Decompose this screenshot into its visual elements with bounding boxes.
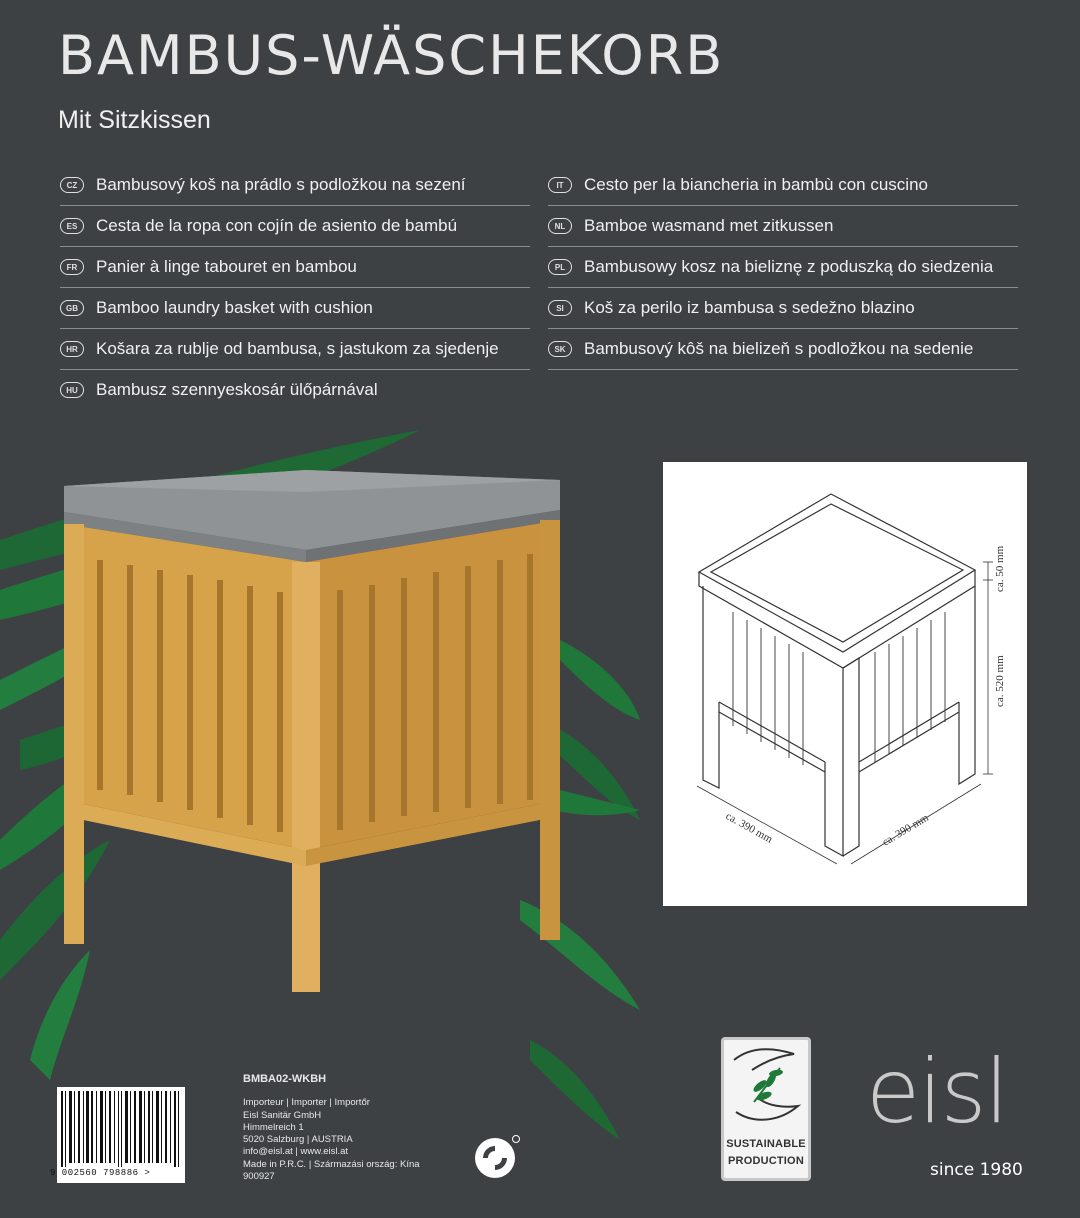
dim-width-left: ca. 390 mm <box>723 810 775 846</box>
lang-row-cz <box>60 165 530 206</box>
dim-cushion-height: ca. 50 mm <box>994 545 1006 592</box>
lang-badge: CZ <box>60 177 84 193</box>
lang-row-pl <box>548 247 1018 288</box>
lang-row-fr <box>60 247 530 288</box>
importer-info <box>243 1073 420 1183</box>
importer-line: Made in P.R.C. | Származási ország: Kína <box>243 1158 420 1170</box>
sustainable-line: PRODUCTION <box>728 1155 804 1167</box>
lang-badge: HR <box>60 341 84 357</box>
importer-line: Importeur | Importer | Importőr <box>243 1097 370 1109</box>
sustainable-line: SUSTAINABLE <box>726 1138 806 1150</box>
lang-text: Panier à linge tabouret en bambou <box>96 257 357 276</box>
sustainable-label <box>724 1136 808 1170</box>
sustainable-badge <box>721 1037 811 1181</box>
lang-text: Bamboe wasmand met zitkussen <box>584 216 834 235</box>
lang-row-hr <box>60 329 530 370</box>
barcode-bars <box>57 1087 185 1167</box>
dim-body-height: ca. 520 mm <box>994 655 1006 707</box>
lang-text: Cesta de la ropa con cojín de asiento de bambú <box>96 216 458 235</box>
lang-row-it <box>548 165 1018 206</box>
lang-row-nl <box>548 206 1018 247</box>
lang-row-hu <box>60 370 530 410</box>
importer-line: 5020 Salzburg | AUSTRIA <box>243 1134 353 1146</box>
page-subtitle: Mit Sitzkissen <box>58 106 211 134</box>
lang-text: Cesto per la biancheria in bambù con cuscino <box>584 175 928 194</box>
importer-line: info@eisl.at | www.eisl.at <box>243 1146 349 1158</box>
brand-logo: eisl <box>866 1040 1007 1143</box>
barcode-digits: 9 002560 798886 > <box>50 1168 151 1178</box>
lang-badge: PL <box>548 259 572 275</box>
lang-text: Bamboo laundry basket with cushion <box>96 298 373 317</box>
lang-badge: IT <box>548 177 572 193</box>
lang-row-si <box>548 288 1018 329</box>
product-code: BMBA02-WKBH <box>243 1073 327 1085</box>
lang-row-gb <box>60 288 530 329</box>
lang-text: Bambusový koš na prádlo s podložkou na sezení <box>96 175 466 194</box>
page-title: BAMBUS-WÄSCHEKORB <box>58 24 725 87</box>
lang-badge: NL <box>548 218 572 234</box>
lang-badge: FR <box>60 259 84 275</box>
stool-drawing <box>663 462 1027 906</box>
importer-line: Himmelreich 1 <box>243 1121 304 1133</box>
lang-row-sk <box>548 329 1018 370</box>
brand-since: since 1980 <box>930 1160 1023 1180</box>
hands-leaf-icon <box>724 1040 808 1130</box>
lang-text: Košara za rublje od bambusa, s jastukom za sjedenje <box>96 339 499 358</box>
lang-text: Bambusz szennyeskosár ülőpárnával <box>96 380 378 399</box>
importer-line: 900927 <box>243 1171 275 1183</box>
lang-text: Bambusový kôš na bielizeň s podložkou na sedenie <box>584 339 974 358</box>
lang-badge: HU <box>60 382 84 398</box>
stool-illustration <box>64 470 560 992</box>
lang-row-es <box>60 206 530 247</box>
lang-text: Koš za perilo iz bambusa s sedežno blazino <box>584 298 915 317</box>
lang-badge: SK <box>548 341 572 357</box>
languages-left <box>60 165 530 410</box>
lang-badge: GB <box>60 300 84 316</box>
technical-drawing <box>663 462 1027 906</box>
dim-width-right: ca. 390 mm <box>880 811 931 849</box>
importer-line: Eisl Sanitär GmbH <box>243 1109 322 1121</box>
lang-badge: SI <box>548 300 572 316</box>
languages-right <box>548 165 1018 370</box>
lang-badge: ES <box>60 218 84 234</box>
recycle-icon <box>474 1134 520 1180</box>
lang-text: Bambusowy kosz na bieliznę z poduszką do siedzenia <box>584 257 994 276</box>
